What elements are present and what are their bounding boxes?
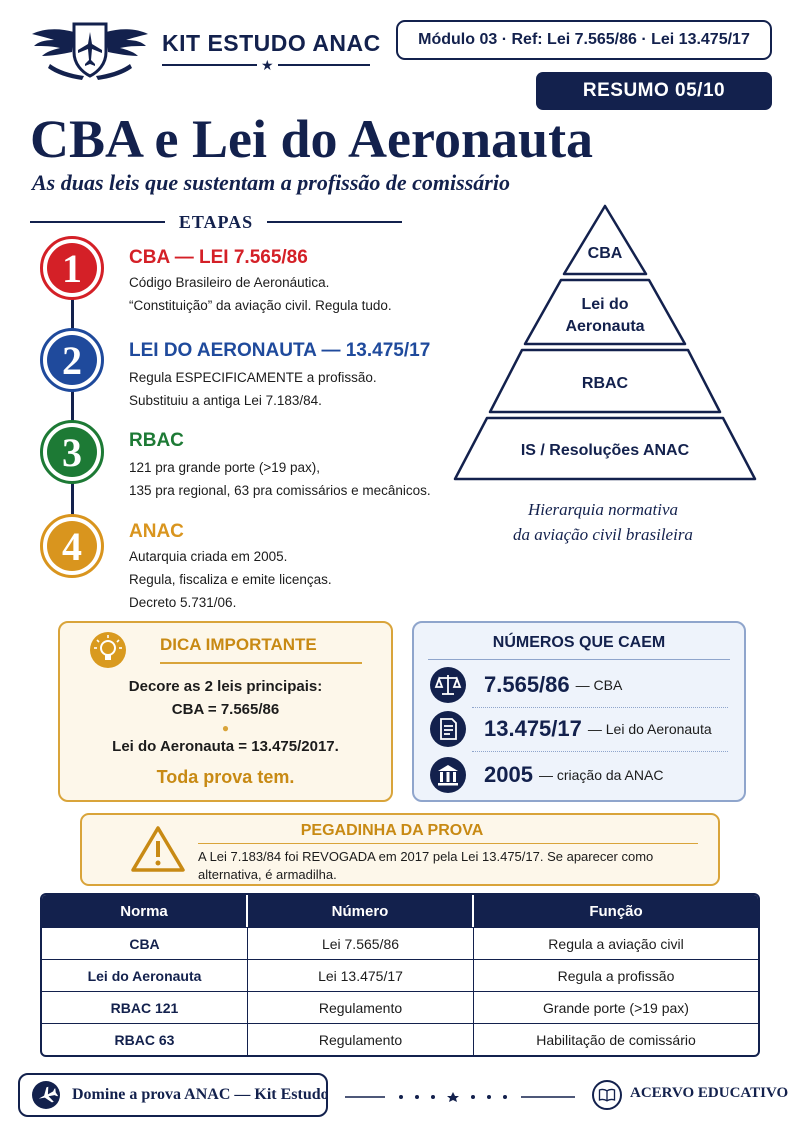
numero-row: 7.565/86 — CBA: [430, 665, 732, 705]
table-header-row: [42, 895, 758, 927]
step-2-title: LEI DO AERONAUTA — 13.475/17: [129, 340, 431, 361]
airplane-icon: [32, 1081, 60, 1109]
pegadinha-title: PEGADINHA DA PROVA: [300, 822, 484, 839]
module-reference: Módulo 03 · Ref: Lei 7.565/86 · Lei 13.475/17: [396, 20, 772, 60]
numeros-title: NÚMEROS QUE CAEM: [492, 634, 666, 651]
numeros-divider: [428, 659, 730, 660]
pyramid-label-lei-aeronauta: Lei do Aeronauta: [565, 296, 645, 335]
pegadinha-box: [80, 813, 720, 886]
dica-final: Toda prova tem.: [156, 767, 295, 787]
lightbulb-icon: [90, 632, 126, 668]
summary-badge: RESUMO 05/10: [536, 72, 772, 110]
step-4-desc: Autarquia criada em 2005. Regula, fiscaliza e emite licenças. Decreto 5.731/06.: [129, 549, 332, 610]
pegadinha-divider: [198, 843, 698, 844]
table-header: Norma: [42, 895, 248, 927]
footer-acervo: ACERVO EDUCATIVO: [630, 1085, 789, 1101]
footer-tagline-text: Domine a prova ANAC — Kit Estudo: [72, 1086, 329, 1103]
pyramid-caption: Hierarquia normativa da aviação civil brasileira: [513, 500, 693, 544]
page-subtitle: As duas leis que sustentam a profissão de comissário: [32, 170, 510, 195]
table-header: Número: [248, 895, 474, 927]
brand-name: KIT ESTUDO ANAC: [162, 30, 381, 56]
page-title: CBA e Lei do Aeronauta: [30, 109, 594, 169]
step-3-badge: 3: [40, 420, 104, 484]
bullet-dot-icon: ●: [221, 721, 230, 735]
step-2-badge: 2: [40, 328, 104, 392]
step-2-desc: Regula ESPECIFICAMENTE a profissão. Substituiu a antiga Lei 7.183/84.: [129, 370, 377, 408]
star-icon: ★: [257, 58, 278, 72]
footer-tagline: [18, 1073, 328, 1117]
numeros-que-caem-box: [412, 621, 746, 802]
norms-table: [40, 893, 760, 1057]
pyramid-label-cba: CBA: [587, 245, 623, 262]
table-header: Função: [474, 895, 758, 927]
footer-divider: [345, 1092, 575, 1102]
wings-shield-logo-icon: [30, 18, 150, 84]
dica-title: DICA IMPORTANTE: [160, 635, 317, 654]
table-row: Lei do Aeronauta Lei 13.475/17 Regula a profissão: [42, 959, 758, 991]
warning-icon: [130, 825, 186, 873]
step-1-badge: 1: [40, 236, 104, 300]
step-1-title: CBA — LEI 7.565/86: [129, 247, 308, 268]
table-row: CBA Lei 7.565/86 Regula a aviação civil: [42, 927, 758, 959]
numero-row: 13.475/17 — Lei do Aeronauta: [430, 709, 732, 749]
dica-body: Decore as 2 leis principais: CBA = 7.565/86 ● Lei do Aeronauta = 13.475/2017.: [60, 675, 391, 758]
table-row: RBAC 121 Regulamento Grande porte (>19 pax): [42, 991, 758, 1023]
dica-divider: [160, 662, 362, 664]
etapas-heading: [30, 208, 402, 236]
step-1-desc: Código Brasileiro de Aeronáutica. “Constituição” da aviação civil. Regula tudo.: [129, 275, 392, 313]
pyramid-label-rbac: RBAC: [581, 375, 629, 392]
institution-icon: [430, 757, 466, 793]
etapas-heading-text: ETAPAS: [178, 211, 254, 232]
pyramid-label-is-resolucoes: IS / Resoluções ANAC: [520, 442, 690, 459]
numero-row: 2005 — criação da ANAC: [430, 755, 732, 795]
step-3-desc: 121 pra grande porte (>19 pax), 135 pra regional, 63 pra comissários e mecânicos.: [129, 460, 431, 498]
dica-importante-box: [58, 621, 393, 802]
step-4-badge: 4: [40, 514, 104, 578]
step-4-title: ANAC: [129, 521, 184, 542]
scales-icon: [430, 667, 466, 703]
book-icon: [592, 1080, 622, 1110]
step-3-title: RBAC: [129, 430, 184, 451]
document-icon: [430, 711, 466, 747]
pegadinha-text: A Lei 7.183/84 foi REVOGADA em 2017 pela Lei 13.475/17. Se aparecer como alternativa, é armadilha.: [198, 849, 654, 882]
table-row: RBAC 63 Regulamento Habilitação de comissário: [42, 1023, 758, 1055]
